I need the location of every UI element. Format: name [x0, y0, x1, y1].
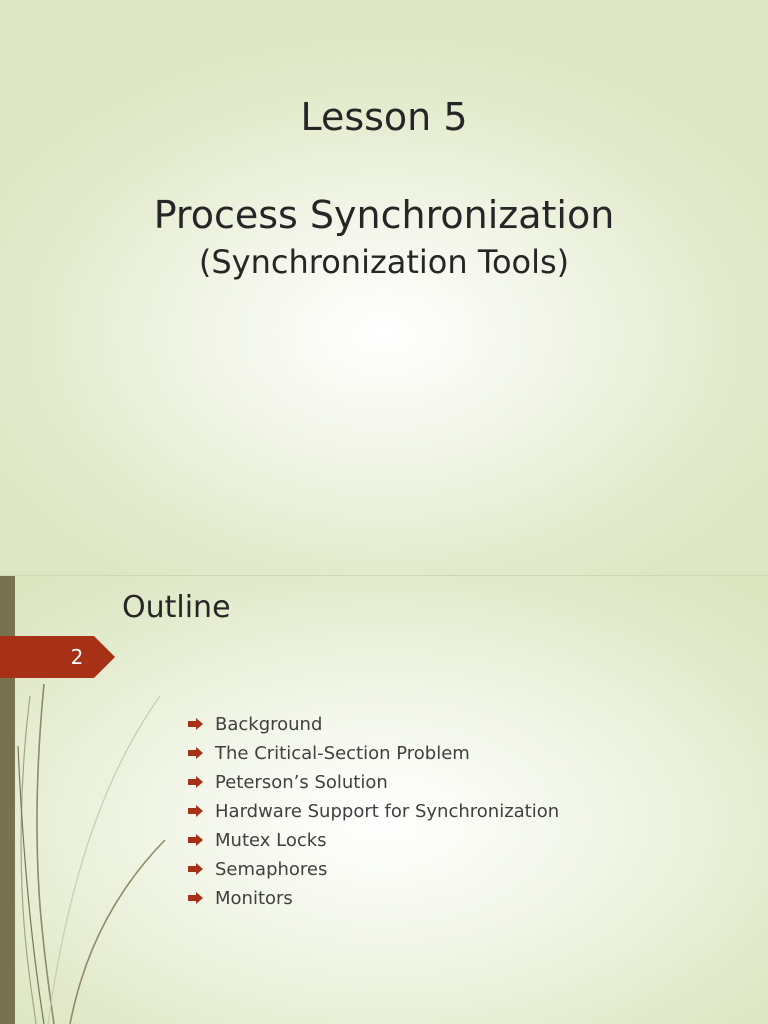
list-item — [188, 768, 559, 797]
list-item — [188, 855, 559, 884]
slide-number: 2 — [70, 645, 84, 669]
arrow-bullet-icon — [188, 776, 203, 788]
lesson-title: Lesson 5 — [300, 95, 468, 139]
bullet-text: The Critical-Section Problem — [215, 743, 470, 764]
arrow-bullet-icon — [188, 834, 203, 846]
slide-number-tag — [0, 636, 115, 678]
outline-slide — [0, 576, 768, 1024]
arrow-bullet-icon — [188, 892, 203, 904]
bullet-text: Background — [215, 714, 323, 735]
list-item — [188, 884, 559, 913]
list-item — [188, 710, 559, 739]
arrow-bullet-icon — [188, 805, 203, 817]
bullet-text: Semaphores — [215, 859, 328, 880]
arrow-bullet-icon — [188, 747, 203, 759]
arrow-bullet-icon — [188, 718, 203, 730]
bullet-text: Mutex Locks — [215, 830, 327, 851]
outline-list — [188, 710, 559, 913]
slide-main-title: Process Synchronization — [153, 193, 615, 237]
outline-title: Outline — [122, 590, 231, 625]
bullet-text: Peterson’s Solution — [215, 772, 388, 793]
list-item — [188, 797, 559, 826]
arrow-bullet-icon — [188, 863, 203, 875]
slide-subtitle: (Synchronization Tools) — [198, 243, 570, 281]
list-item — [188, 826, 559, 855]
list-item — [188, 739, 559, 768]
bullet-text: Monitors — [215, 888, 293, 909]
bullet-text: Hardware Support for Synchronization — [215, 801, 560, 822]
